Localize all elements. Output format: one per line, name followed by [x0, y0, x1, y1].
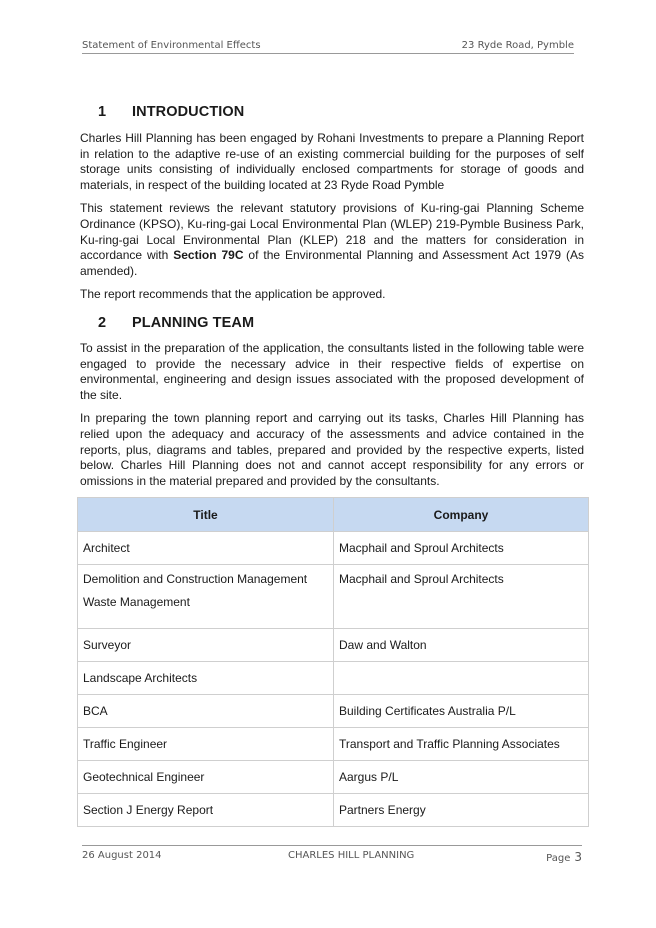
team-paragraph-2: In preparing the town planning report and carrying out its tasks, Charles Hill Planning has relied upon the adequacy and accuracy of the assessments and advice contained in the reports, plus, diagrams and tables, prepared and provided by the respective experts, listed below. Charles Hill Planning does not and cannot accept responsibility for any errors or omissions in the material prepared and provided by the consultants.	[80, 411, 584, 488]
footer-date: 26 August 2014	[82, 850, 162, 861]
table-row	[78, 565, 589, 629]
table-row	[78, 695, 589, 728]
cell-title: Section J Energy Report	[78, 794, 334, 827]
cell-company: Macphail and Sproul Architects	[334, 565, 589, 629]
table-row	[78, 629, 589, 662]
section-number: 1	[98, 104, 107, 120]
cell-company: Partners Energy	[334, 794, 589, 827]
section-title: INTRODUCTION	[132, 104, 245, 120]
cell-title: Geotechnical Engineer	[78, 761, 334, 794]
footer-firm-name: CHARLES HILL PLANNING	[288, 850, 415, 861]
cell-title-line-2: Waste Management	[83, 595, 190, 610]
intro-paragraph-2-text-b: of the Environmental Planning and Assessment Act 1979 (As amended).	[80, 248, 584, 278]
section-heading-introduction	[80, 104, 584, 120]
column-header-title: Title	[78, 498, 334, 532]
page-label: Page	[546, 853, 571, 864]
section-79c-reference: Section 79C	[173, 248, 244, 263]
intro-paragraph-2	[80, 201, 584, 279]
cell-title-line-1: Demolition and Construction Management	[83, 572, 308, 587]
cell-company: Macphail and Sproul Architects	[334, 532, 589, 565]
consultants-table	[77, 497, 589, 827]
page-content	[80, 104, 584, 827]
cell-title: Architect	[78, 532, 334, 565]
cell-title: BCA	[78, 695, 334, 728]
header-address: 23 Ryde Road, Pymble	[461, 40, 574, 51]
intro-paragraph-1: Charles Hill Planning has been engaged by Rohani Investments to prepare a Planning Report in relation to the adaptive re-use of an existing commercial building for the purposes of self storage units consisting of individually enclosed compartments for storage of goods and materials, in respect of the building located at 23 Ryde Road Pymble	[80, 131, 584, 192]
table-row	[78, 761, 589, 794]
cell-title: Landscape Architects	[78, 662, 334, 695]
table-row	[78, 532, 589, 565]
section-heading-planning-team	[80, 315, 584, 331]
cell-company	[334, 662, 589, 695]
table-header-row	[78, 498, 589, 532]
cell-company: Daw and Walton	[334, 629, 589, 662]
page-number: 3	[574, 850, 582, 864]
footer-page-indicator	[546, 850, 582, 864]
cell-company: Building Certificates Australia P/L	[334, 695, 589, 728]
table-row	[78, 728, 589, 761]
team-paragraph-1: To assist in the preparation of the application, the consultants listed in the following table were engaged to provide the necessary advice in their respective fields of expertise on environmental, engineering and design issues associated with the proposed development of the site.	[80, 340, 584, 402]
table-row	[78, 662, 589, 695]
section-number: 2	[98, 314, 107, 331]
page-header	[82, 40, 574, 54]
cell-company: Transport and Traffic Planning Associates	[334, 728, 589, 761]
table-row	[78, 794, 589, 827]
page-footer	[82, 845, 582, 864]
column-header-company: Company	[334, 498, 589, 532]
header-document-title: Statement of Environmental Effects	[82, 40, 261, 51]
intro-paragraph-3: The report recommends that the application be approved.	[80, 287, 386, 302]
section-title: PLANNING TEAM	[132, 314, 255, 331]
cell-title: Surveyor	[78, 629, 334, 662]
cell-title	[78, 565, 334, 629]
intro-paragraph-2-text-a: This statement reviews the relevant statutory provisions of Ku-ring-gai Planning Scheme Ordinance (KPSO), Ku-ring-gai Local Environmental Plan (WLEP) 219-Pymble Business Park, Ku-ring-gai Local Environmental Plan (KLEP) 218 and the matters for consideration in accordance with	[80, 201, 584, 263]
cell-title: Traffic Engineer	[78, 728, 334, 761]
cell-company: Aargus P/L	[334, 761, 589, 794]
